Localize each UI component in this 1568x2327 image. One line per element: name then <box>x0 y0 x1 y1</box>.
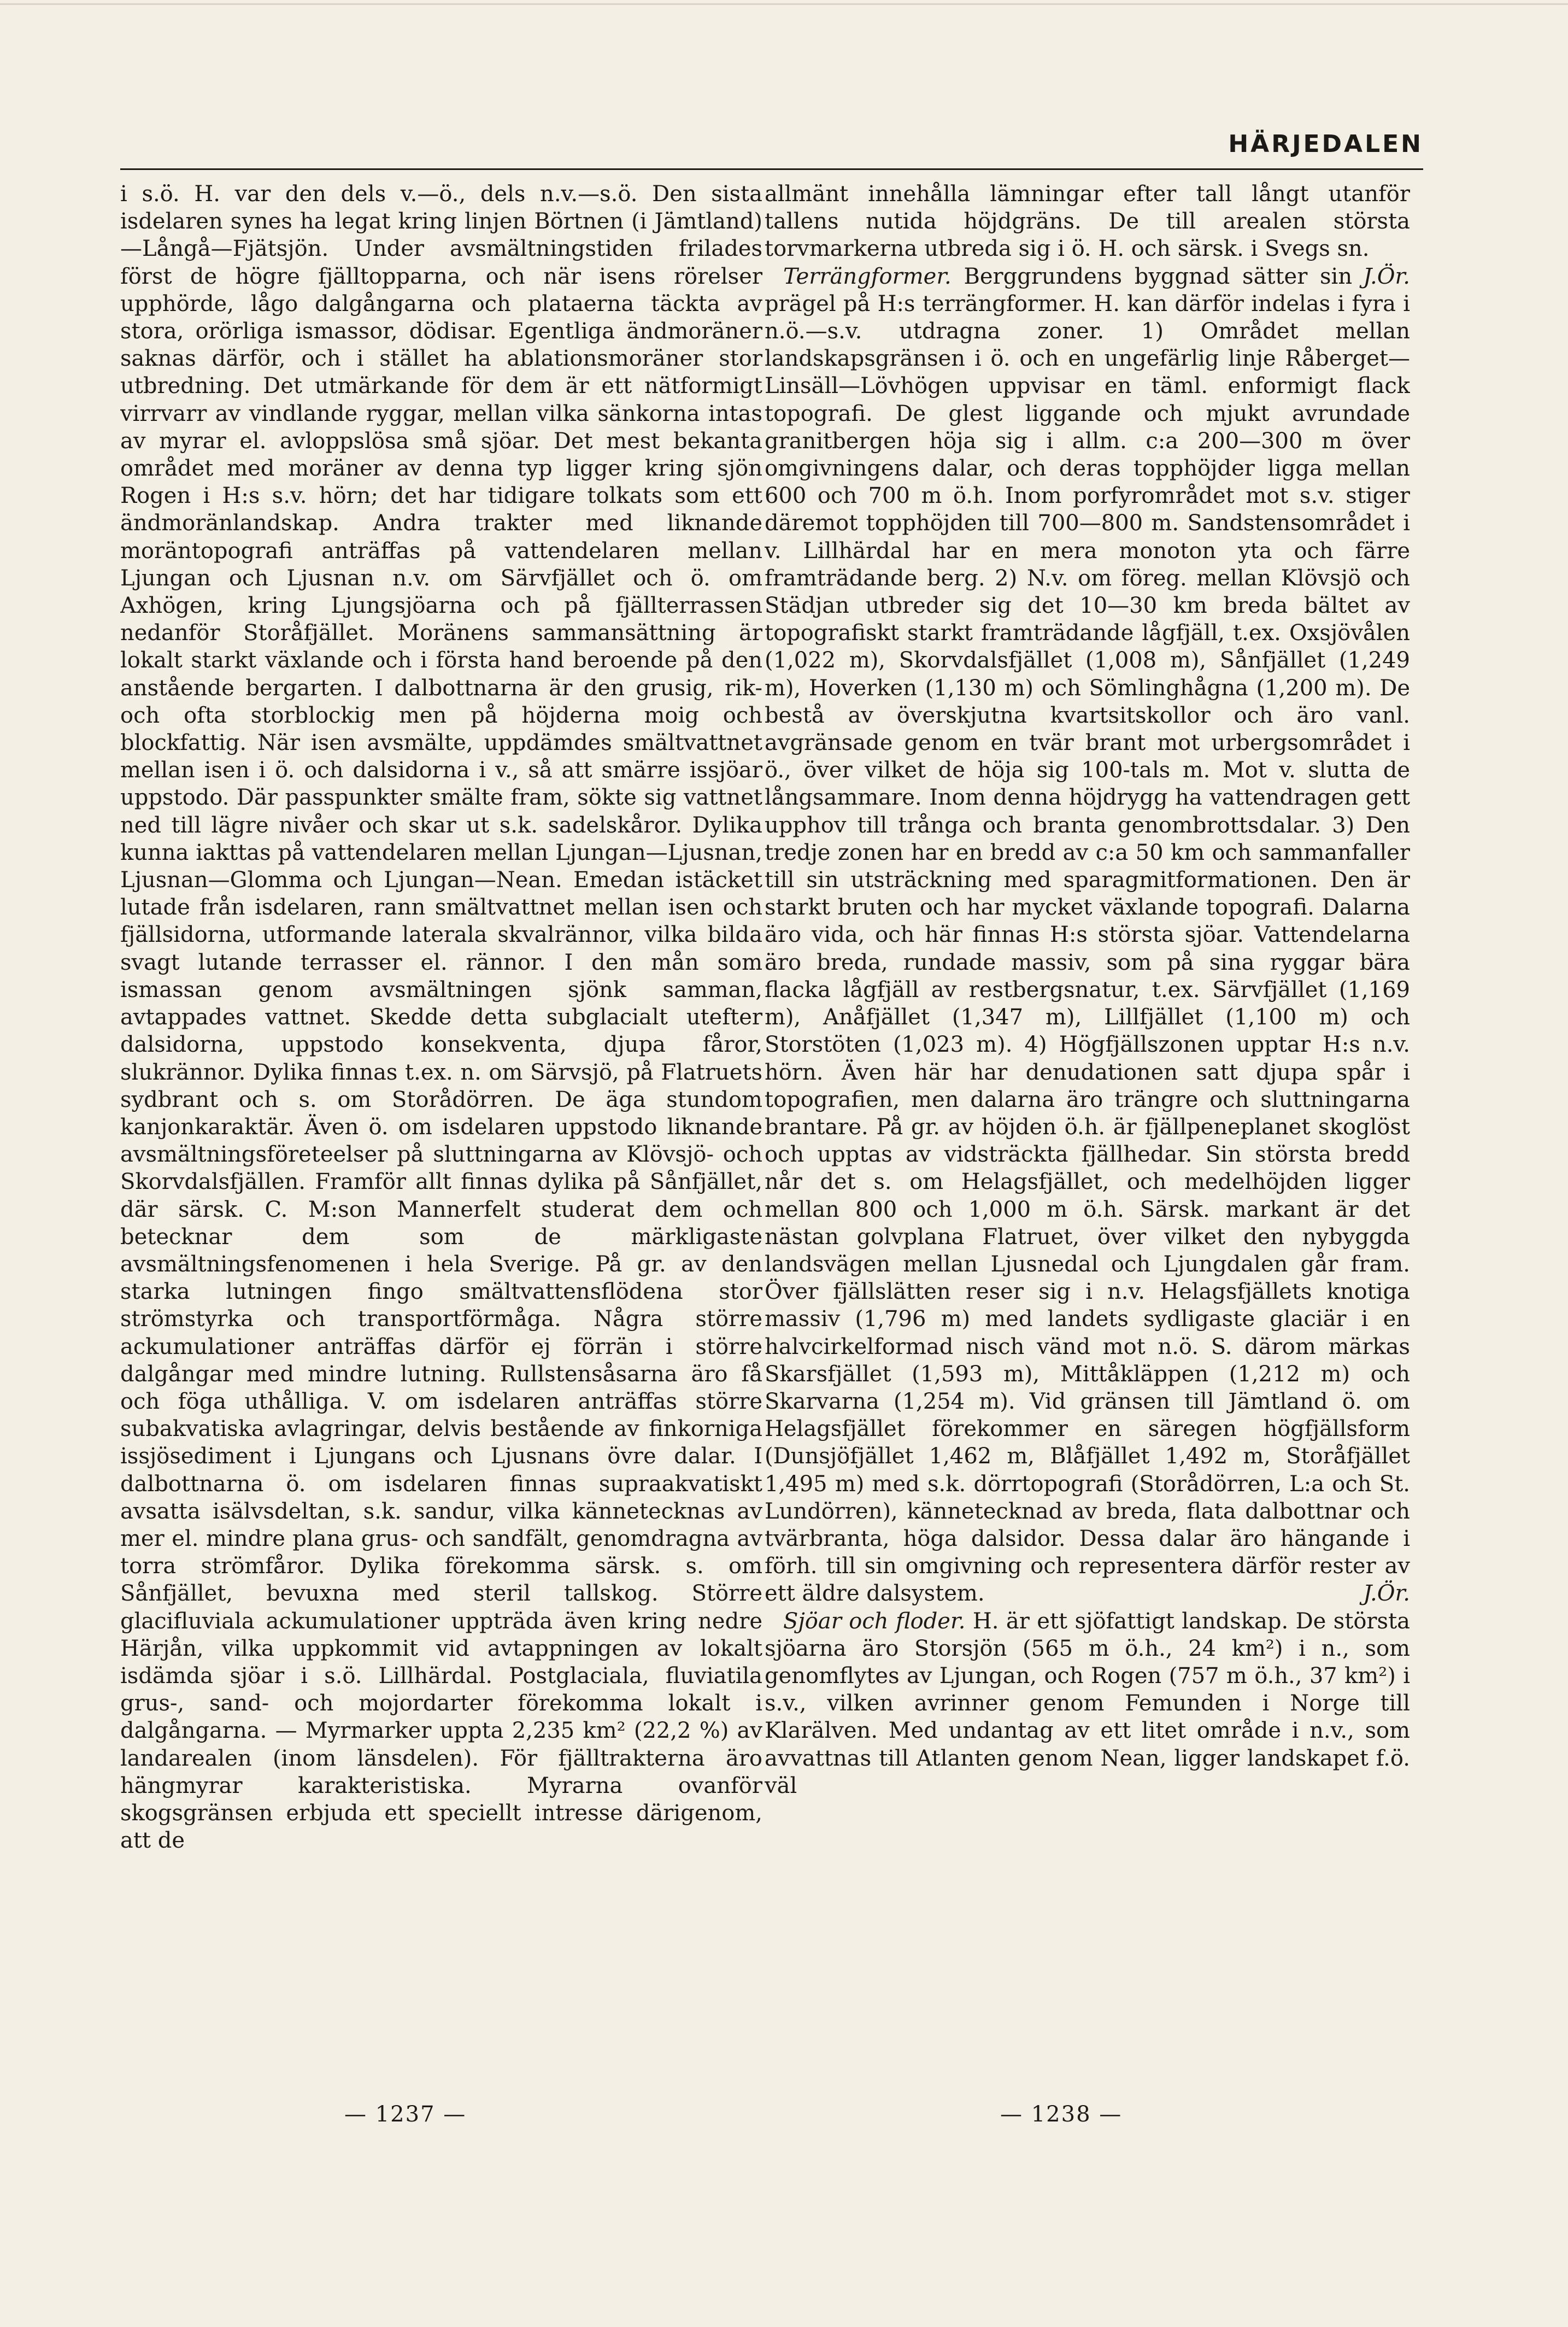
right-paragraph-3 <box>765 1608 1410 1800</box>
paragraph-text: H. är ett sjöfattigt landskap. De största sjöarna äro Storsjön (565 m ö.h., 24 km²) i n., som genomflytes av Ljungan, och Rogen (757 m ö.h., 37 km²) i s.v., vilken avrinner genom Femunden i Norge till Klarälven. Med undantag av ett litet område i n.v., som avvattnas till Atlanten genom Nean, ligger landskapet f.ö. väl <box>765 1608 1410 1798</box>
page-number-right: — 1238 — <box>1000 2102 1123 2127</box>
right-paragraph-2 <box>765 263 1410 1608</box>
author-signature: J.Ör. <box>1363 1581 1410 1607</box>
paragraph-text: allmänt innehålla lämningar efter tall långt utanför tallens nutida höjdgräns. De till arealen största torvmarkerna utbreda sig i ö. H. och särsk. i Svegs sn. <box>765 181 1410 262</box>
left-column <box>120 180 762 2066</box>
header-rule <box>120 168 1423 170</box>
running-head: HÄRJEDALEN <box>1228 130 1423 158</box>
section-heading-sjoar-och-floder: Sjöar och floder. <box>783 1608 973 1634</box>
scan-edge <box>0 3 1568 5</box>
right-column <box>765 180 1410 2066</box>
left-paragraph: i s.ö. H. var den dels v.—ö., dels n.v.—s.ö. Den sista isdelaren synes ha legat kring linjen Börtnen (i Jämtland)—Långå—Fjätsjön. Under avsmältningstiden frilades först de högre fjälltopparna, och när isens rörelser upphörde, lågo dalgångarna och plataerna täckta av stora, orörliga ismassor, dödisar. Egentliga ändmoräner saknas därför, och i stället ha ablationsmoräner stor utbredning. Det utmärkande för dem är ett nätformigt virrvarr av vindlande ryggar, mellan vilka sänkorna intas av myrar el. avloppslösa små sjöar. Det mest bekanta området med moräner av denna typ ligger kring sjön Rogen i H:s s.v. hörn; det har tidigare tolkats som ett ändmoränlandskap. Andra trakter med liknande moräntopografi anträffas på vattendelaren mellan Ljungan och Ljusnan n.v. om Särvfjället och ö. om Axhögen, kring Ljungsjöarna och på fjällterrassen nedanför Storåfjället. Moränens sammansättning är lokalt starkt växlande och i första hand beroende på den anstående bergarten. I dalbottnarna är den grusig, rik- och ofta storblockig men på höjderna moig och blockfattig. När isen avsmälte, uppdämdes smältvattnet mellan isen i ö. och dalsidorna i v., så att smärre issjöar uppstodo. Där passpunkter smälte fram, sökte sig vattnet ned till lägre nivåer och skar ut s.k. sadelskåror. Dylika kunna iakttas på vattendelaren mellan Ljungan—Ljusnan, Ljusnan—Glomma och Ljungan—Nean. Emedan istäcket lutade från isdelaren, rann smältvattnet mellan isen och fjällsidorna, utformande laterala skvalrännor, vilka bilda svagt lutande terrasser el. rännor. I den mån som ismassan genom avsmältningen sjönk samman, avtappades vattnet. Skedde detta subglacialt utefter dalsidorna, uppstodo konsekventa, djupa fåror, slukrännor. Dylika finnas t.ex. n. om Särvsjö, på Flatruets sydbrant och s. om Storådörren. De äga stundom kanjonkaraktär. Även ö. om isdelaren uppstodo liknande avsmältningsföreteelser på sluttningarna av Klövsjö- och Skorvdalsfjällen. Framför allt finnas dylika på Sånfjället, där särsk. C. M:son Mannerfelt studerat dem och betecknar dem som de märkligaste avsmältningsfenomenen i hela Sverige. På gr. av den starka lutningen fingo smältvattensflödena stor strömstyrka och transportförmåga. Några större ackumulationer anträffas därför ej förrän i större dalgångar med mindre lutning. Rullstensåsarna äro få och föga uthålliga. V. om isdelaren anträffas större subakvatiska avlagringar, delvis bestående av finkorniga issjösediment i Ljungans och Ljusnans övre dalar. I dalbottnarna ö. om isdelaren finnas supraakvatiskt avsatta isälvsdeltan, s.k. sandur, vilka kännetecknas av mer el. mindre plana grus- och sandfält, genomdragna av torra strömfåror. Dylika förekomma särsk. s. om Sånfjället, bevuxna med steril tallskog. Större glacifluviala ackumulationer uppträda även kring nedre Härjån, vilka uppkommit vid avtappningen av lokalt isdämda sjöar i s.ö. Lillhärdal. Postglaciala, fluviatila grus-, sand- och mojordarter förekomma lokalt i dalgångarna. — Myrmarker uppta 2,235 km² (22,2 %) av landarealen (inom länsdelen). För fjälltrakterna äro hängmyrar karakteristiska. Myrarna ovanför skogsgränsen erbjuda ett speciellt intresse därigenom, att de <box>120 181 762 1854</box>
section-heading-terrangformer: Terrängformer. <box>783 263 964 289</box>
page-number-left: — 1237 — <box>344 2102 467 2127</box>
paragraph-text: Berggrundens byggnad sätter sin prägel på H:s terrängformer. H. kan därför indelas i fyra i n.ö.—s.v. utdragna zoner. 1) Området mellan landskapsgränsen i ö. och en ungefärlig linje Råberget—Linsäll—Lövhögen uppvisar en täml. enformigt flack topografi. De glest liggande och mjukt avrundade granitbergen höja sig i allm. c:a 200—300 m över omgivningens dalar, och deras topphöjder ligga mellan 600 och 700 m ö.h. Inom porfyrområdet mot s.v. stiger däremot topphöjden till 700—800 m. Sandstensområdet i v. Lillhärdal har en mera monoton yta och färre framträdande berg. 2) N.v. om föreg. mellan Klövsjö och Städjan utbreder sig det 10—30 km breda bältet av topografiskt starkt framträdande lågfjäll, t.ex. Oxsjövålen (1,022 m), Skorvdalsfjället (1,008 m), Sånfjället (1,249 m), Hoverken (1,130 m) och Sömlinghågna (1,200 m). De bestå av överskjutna kvartsitskollor och äro vanl. avgränsade genom en tvär brant mot urbergsområdet i ö., över vilket de höja sig 100-tals m. Mot v. slutta de långsammare. Inom denna höjdrygg ha vattendragen gett upphov till trånga och branta genombrottsdalar. 3) Den tredje zonen har en bredd av c:a 50 km och sammanfaller till sin utsträckning med sparagmitformationen. Den är starkt bruten och har mycket växlande topografi. Dalarna äro vida, och här finnas H:s största sjöar. Vattendelarna äro breda, rundade massiv, som på sina ryggar bära flacka lågfjäll av restbergsnatur, t.ex. Särvfjället (1,169 m), Anåfjället (1,347 m), Lillfjället (1,100 m) och Storstöten (1,023 m). 4) Högfjällszonen upptar H:s n.v. hörn. Även här har denudationen satt djupa spår i topografien, men dalarna äro trängre och sluttningarna brantare. På gr. av höjden ö.h. är fjällpeneplanet skoglöst och upptas av vidsträckta fjällhedar. Sin största bredd når det s. om Helagsfjället, och medelhöjden ligger mellan 800 och 1,000 m ö.h. Särsk. markant är det nästan golvplana Flatruet, över vilket den nybyggda landsvägen mellan Ljusnedal och Ljungdalen går fram. Över fjällslätten reser sig i n.v. Helagsfjällets knotiga massiv (1,796 m) med landets sydligaste glaciär i en halvcirkelformad nisch vänd mot n.ö. S. därom märkas Skarsfjället (1,593 m), Mittåkläppen (1,212 m) och Skarvarna (1,254 m). Vid gränsen till Jämtland ö. om Helagsfjället förekommer en säregen högfjällsform (Dunsjöfjället 1,462 m, Blåfjället 1,492 m, Storåfjället 1,495 m) med s.k. dörrtopografi (Storådörren, L:a och St. Lundörren), kännetecknad av breda, flata dalbottnar och tvärbranta, höga dalsidor. Dessa dalar äro hängande i förh. till sin omgivning och representera därför rester av ett äldre dalsystem. <box>765 263 1410 1607</box>
author-signature: J.Ör. <box>1363 263 1410 289</box>
